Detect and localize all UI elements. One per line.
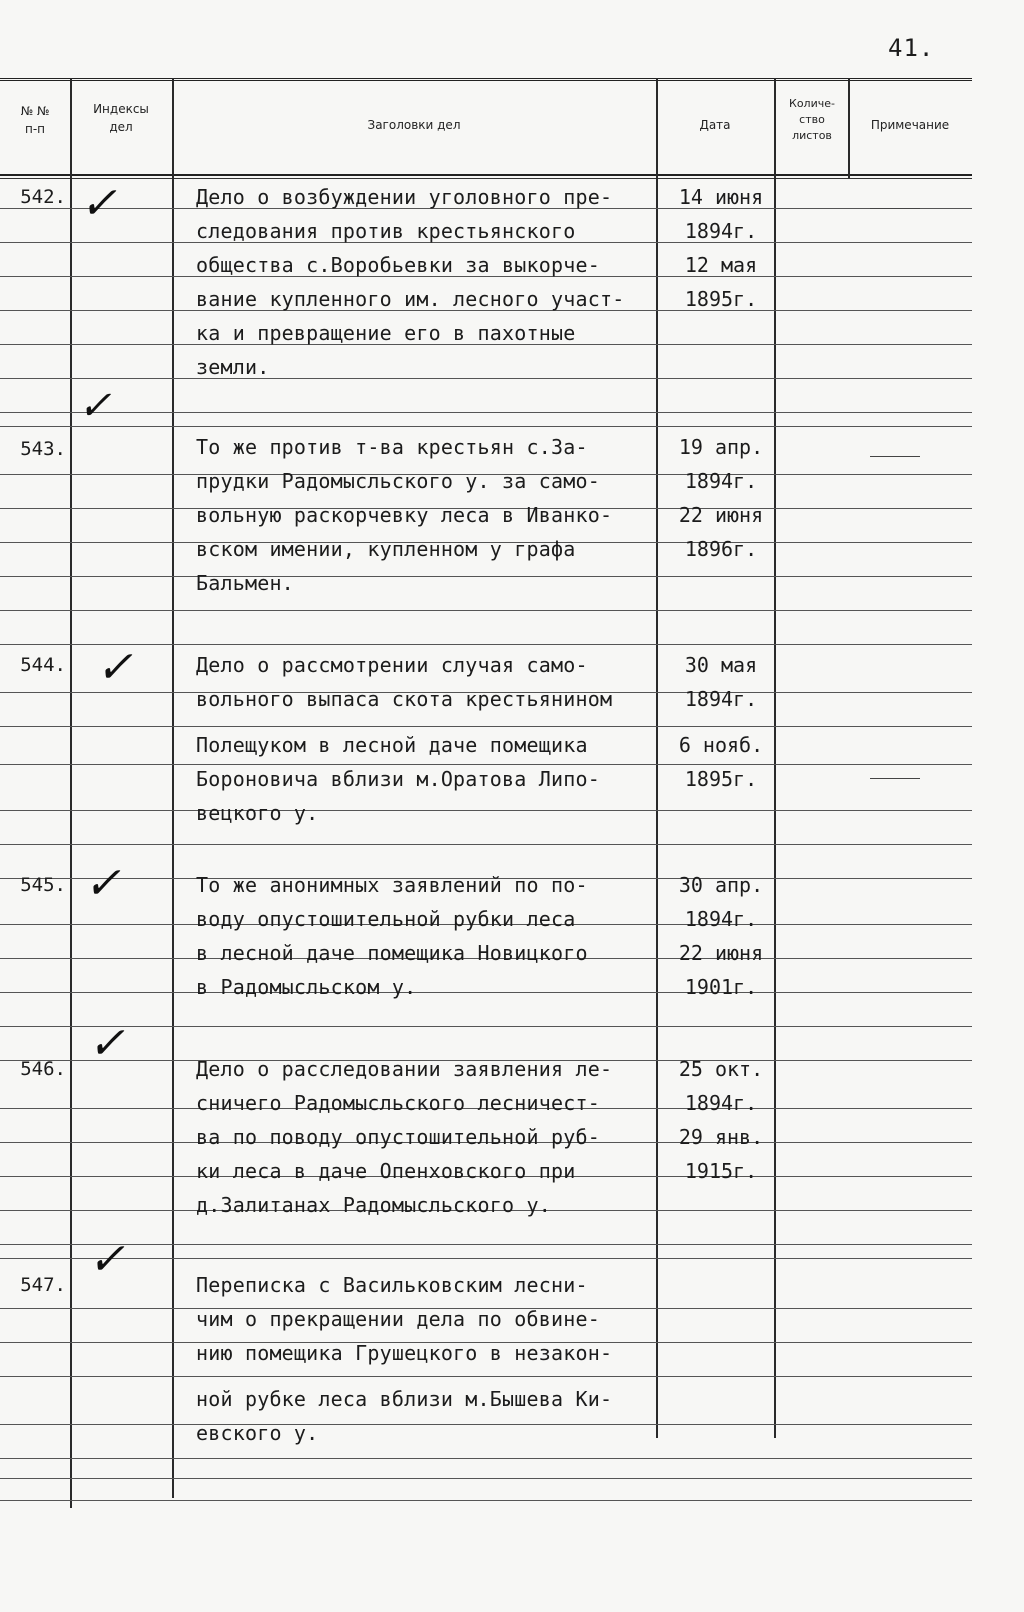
record-number: 545. bbox=[20, 874, 66, 896]
record-title-line: Дело о рассмотрении случая само- bbox=[196, 653, 588, 677]
check-mark-icon: ✓ bbox=[78, 383, 112, 429]
col-divider-num bbox=[70, 78, 72, 1508]
record-date-line: 19 апр. bbox=[678, 435, 764, 459]
record-title-line: земли. bbox=[196, 355, 270, 379]
check-mark-icon: ✓ bbox=[88, 1234, 125, 1285]
header-date: Дата bbox=[699, 118, 731, 132]
record-title-line: в лесной даче помещика Новицкого bbox=[196, 941, 588, 965]
record-title-line: Бальмен. bbox=[196, 571, 294, 595]
row-rule bbox=[0, 412, 972, 413]
record-title-line: следования против крестьянского bbox=[196, 219, 576, 243]
row-rule bbox=[0, 726, 972, 727]
record-title-line: Дело о расследовании заявления ле- bbox=[196, 1057, 613, 1081]
record-title-line: Переписка с Васильковским лесни- bbox=[196, 1273, 588, 1297]
record-date-line: 1894г. bbox=[684, 219, 758, 243]
check-mark-icon: ✓ bbox=[96, 642, 133, 693]
page-number: 41. bbox=[888, 34, 935, 62]
header-index: Индексы дел bbox=[93, 102, 149, 134]
row-rule bbox=[0, 1026, 972, 1027]
header-bottom-rule bbox=[0, 174, 972, 176]
record-date-line: 1915г. bbox=[684, 1159, 758, 1183]
record-title-line: ной рубке леса вблизи м.Бышева Ки- bbox=[196, 1387, 613, 1411]
record-number: 547. bbox=[20, 1274, 66, 1296]
col-divider-title bbox=[656, 78, 658, 1438]
record-title-line: ки леса в даче Опенховского при bbox=[196, 1159, 576, 1183]
record-date-line: 1894г. bbox=[684, 907, 758, 931]
record-title-line: чим о прекращении дела по обвине- bbox=[196, 1307, 600, 1331]
record-date-line: 1901г. bbox=[684, 975, 758, 999]
row-rule bbox=[0, 426, 972, 427]
check-mark-icon: ✓ bbox=[88, 1018, 125, 1069]
archive-inventory-table bbox=[0, 78, 1000, 1538]
table-top-rule bbox=[0, 78, 972, 81]
record-date-line: 22 июня bbox=[678, 503, 764, 527]
record-title-line: сничего Радомысльского лесничест- bbox=[196, 1091, 600, 1115]
record-title-line: воду опустошительной рубки леса bbox=[196, 907, 576, 931]
header-note: Примечание bbox=[870, 118, 950, 132]
check-mark-icon: ✓ bbox=[84, 858, 121, 909]
record-date-line: 12 мая bbox=[684, 253, 758, 277]
note-dash bbox=[870, 208, 920, 209]
record-number: 543. bbox=[20, 438, 66, 460]
record-date-line: 25 окт. bbox=[678, 1057, 764, 1081]
record-date-line: 30 апр. bbox=[678, 873, 764, 897]
row-rule bbox=[0, 1458, 972, 1459]
record-date-line: 14 июня bbox=[678, 185, 764, 209]
record-number: 542. bbox=[20, 186, 66, 208]
record-date-line: 1896г. bbox=[684, 537, 758, 561]
record-title-line: евского у. bbox=[196, 1421, 319, 1445]
row-rule bbox=[0, 1258, 972, 1259]
row-rule bbox=[0, 610, 972, 611]
row-rule bbox=[0, 1500, 972, 1501]
record-title-line: вольную раскорчевку леса в Иванко- bbox=[196, 503, 613, 527]
record-title-line: Дело о возбуждении уголовного пре- bbox=[196, 185, 613, 209]
col-divider-index bbox=[172, 78, 174, 1498]
note-dash bbox=[870, 456, 920, 457]
row-rule bbox=[0, 644, 972, 645]
record-title-line: Полещуком в лесной даче помещика bbox=[196, 733, 588, 757]
header-title: Заголовки дел bbox=[367, 118, 461, 132]
record-date-line: 30 мая bbox=[684, 653, 758, 677]
record-title-line: ка и превращение его в пахотные bbox=[196, 321, 576, 345]
record-title-line: вание купленного им. лесного участ- bbox=[196, 287, 625, 311]
record-date-line: 1894г. bbox=[684, 469, 758, 493]
header-bottom-rule-2 bbox=[0, 178, 972, 179]
record-date-line: 6 нояб. bbox=[678, 733, 764, 757]
record-number: 544. bbox=[20, 654, 66, 676]
row-rule bbox=[0, 844, 972, 845]
header-sheets: Количе- ство листов bbox=[789, 97, 835, 142]
record-title-line: вецкого у. bbox=[196, 801, 319, 825]
record-title-line: общества с.Воробьевки за выкорче- bbox=[196, 253, 600, 277]
row-rule bbox=[0, 1244, 972, 1245]
record-title-line: То же анонимных заявлений по по- bbox=[196, 873, 588, 897]
record-date-line: 1894г. bbox=[684, 1091, 758, 1115]
note-dash bbox=[870, 778, 920, 779]
record-date-line: 1895г. bbox=[684, 767, 758, 791]
record-date-line: 29 янв. bbox=[678, 1125, 764, 1149]
record-date-line: 1894г. bbox=[684, 687, 758, 711]
record-title-line: То же против т-ва крестьян с.За- bbox=[196, 435, 588, 459]
record-title-line: Бороновича вблизи м.Оратова Липо- bbox=[196, 767, 600, 791]
record-title-line: вольного выпаса скота крестьянином bbox=[196, 687, 613, 711]
header-num: № № п-п bbox=[20, 104, 50, 136]
row-rule bbox=[0, 1376, 972, 1377]
record-title-line: вском имении, купленном у графа bbox=[196, 537, 576, 561]
record-title-line: в Радомысльском у. bbox=[196, 975, 417, 999]
record-date-line: 22 июня bbox=[678, 941, 764, 965]
record-title-line: прудки Радомысльского у. за само- bbox=[196, 469, 600, 493]
check-mark-icon: ✓ bbox=[80, 178, 117, 229]
record-title-line: ва по поводу опустошительной руб- bbox=[196, 1125, 600, 1149]
row-rule bbox=[0, 1478, 972, 1479]
record-date-line: 1895г. bbox=[684, 287, 758, 311]
record-title-line: нию помещика Грушецкого в незакон- bbox=[196, 1341, 613, 1365]
record-number: 546. bbox=[20, 1058, 66, 1080]
record-title-line: д.Залитанах Радомысльского у. bbox=[196, 1193, 551, 1217]
